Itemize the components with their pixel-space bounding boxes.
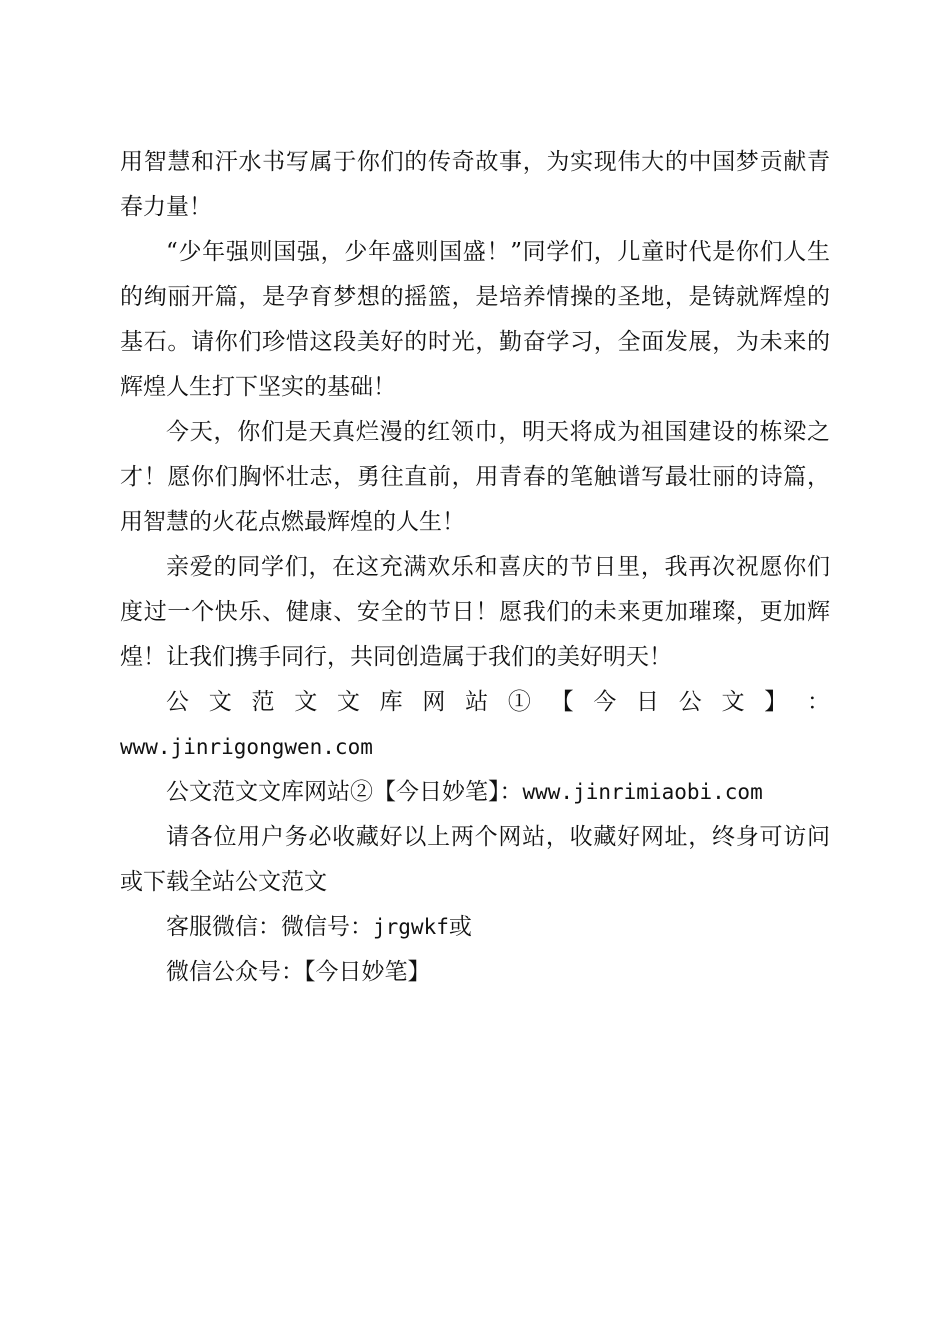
site2-label: 公文范文文库网站②【今日妙笔】： bbox=[166, 779, 523, 805]
site1-url-text[interactable]: www.jinrigongwen.com bbox=[120, 735, 373, 759]
paragraph-1: 用智慧和汗水书写属于你们的传奇故事，为实现伟大的中国梦贡献青春力量！ bbox=[120, 149, 830, 220]
wechat-service-id: jrgwkf bbox=[373, 915, 449, 939]
notice-text: 请各位用户务必收藏好以上两个网站，收藏好网址，终身可访问或下载全站公文范文 bbox=[120, 824, 830, 895]
wechat-service-label: 客服微信：微信号： bbox=[166, 914, 373, 940]
site2-line bbox=[120, 770, 830, 815]
paragraph-4: 亲爱的同学们，在这充满欢乐和喜庆的节日里，我再次祝愿你们度过一个快乐、健康、安全的节日！愿我们的未来更加璀璨，更加辉煌！让我们携手同行，共同创造属于我们的美好明天！ bbox=[120, 554, 830, 670]
wechat-service-suffix: 或 bbox=[448, 914, 472, 940]
paragraph-3: 今天，你们是天真烂漫的红领巾，明天将成为祖国建设的栋梁之才！愿你们胸怀壮志，勇往直前，用青春的笔触谱写最壮丽的诗篇，用智慧的火花点燃最辉煌的人生！ bbox=[120, 419, 830, 535]
site1-url[interactable] bbox=[120, 725, 830, 770]
site1-label: 公 文 范 文 文 库 网 站 ① 【 今 日 公 文 】 ： bbox=[166, 689, 830, 715]
site2-url[interactable]: www.jinrimiaobi.com bbox=[522, 780, 763, 804]
document-body bbox=[120, 140, 830, 995]
wechat-service-line bbox=[120, 905, 830, 950]
wechat-official-line: 微信公众号：【今日妙笔】 bbox=[166, 959, 431, 985]
paragraph-2: “少年强则国强，少年盛则国盛！”同学们，儿童时代是你们人生的绚丽开篇，是孕育梦想的摇篮，是培养情操的圣地，是铸就辉煌的基石。请你们珍惜这段美好的时光，勤奋学习，全面发展，为未来的辉煌人生打下坚实的基础！ bbox=[120, 239, 830, 400]
